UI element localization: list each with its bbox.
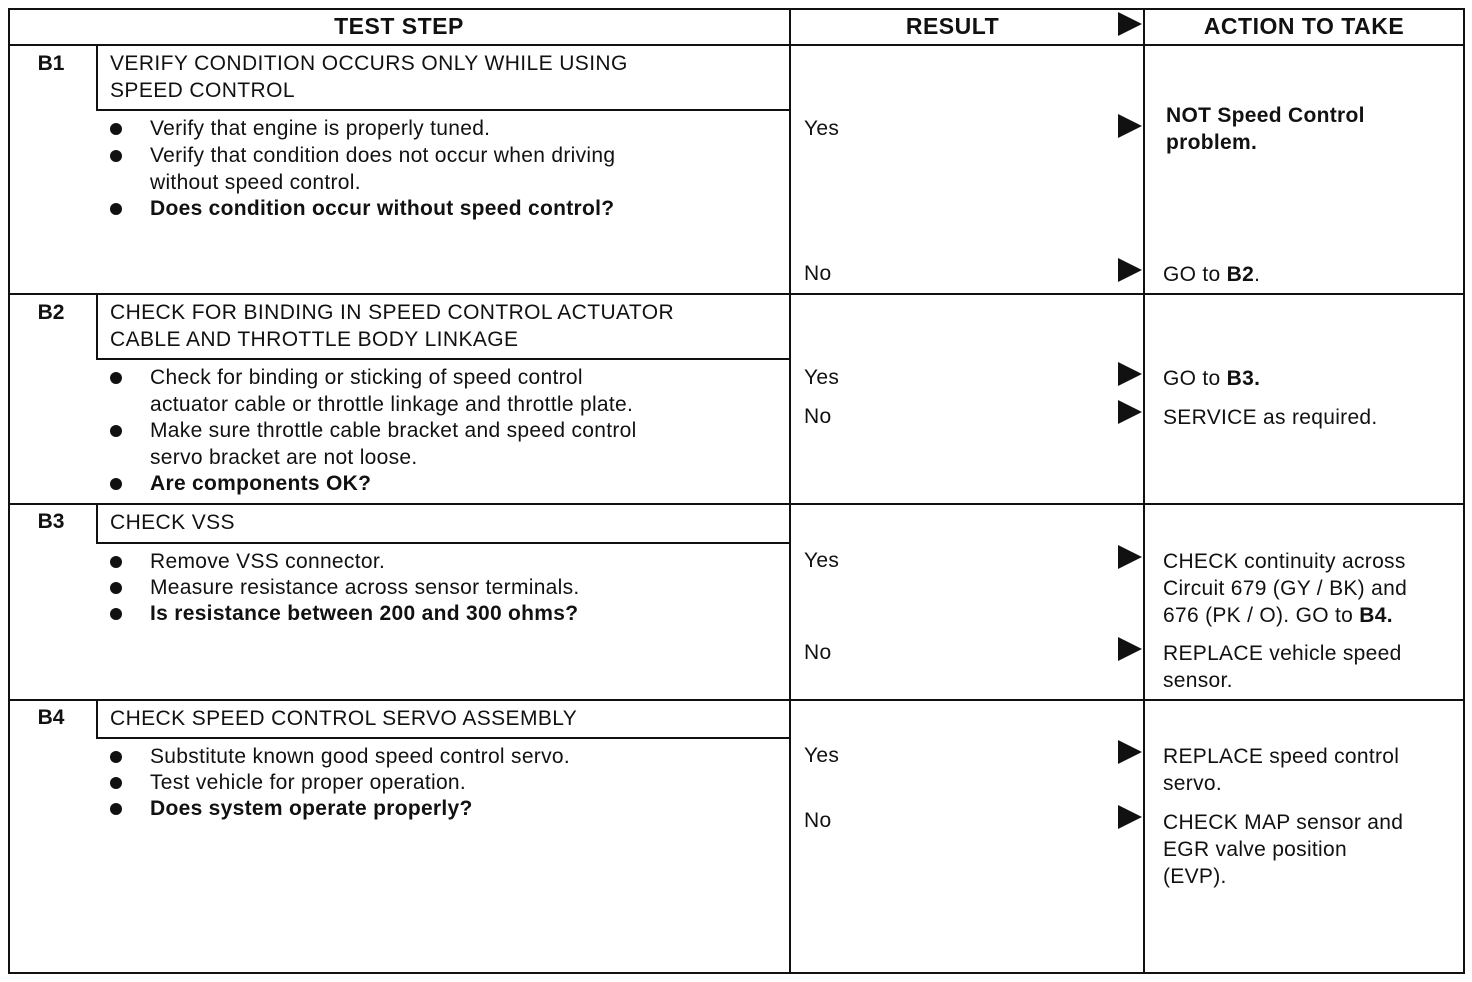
title-underline-b1 — [96, 109, 790, 111]
arrow-icon — [1118, 258, 1142, 282]
step-code: B4 — [37, 706, 65, 729]
result-label: No — [804, 809, 832, 832]
action-line: REPLACE speed control — [1163, 745, 1400, 768]
bullet-line: without speed control. — [150, 170, 361, 194]
step-code: B2 — [37, 301, 65, 324]
code-separator-b4 — [96, 699, 98, 739]
action-step-ref: B2 — [1226, 263, 1255, 286]
action-line: sensor. — [1163, 669, 1233, 692]
title-underline-b2 — [96, 358, 790, 360]
bullet-item — [110, 770, 750, 797]
bullet-icon — [110, 203, 122, 215]
step-title-line: CHECK FOR BINDING IN SPEED CONTROL ACTUATOR — [110, 301, 675, 324]
bullet-line: Remove VSS connector. — [150, 550, 386, 573]
bullet-item — [110, 549, 750, 576]
action-line-with-ref — [1163, 602, 1461, 629]
action-text — [1163, 404, 1463, 431]
bullet-line: Make sure throttle cable bracket and speed control — [150, 419, 637, 442]
header-test-step: TEST STEP — [334, 13, 464, 39]
result-label: Yes — [804, 117, 840, 140]
action-text — [1163, 365, 1463, 392]
bullet-icon — [110, 556, 122, 568]
action-text — [1163, 640, 1463, 694]
step-code: B3 — [37, 510, 65, 533]
step-title-line: CHECK SPEED CONTROL SERVO ASSEMBLY — [110, 707, 578, 730]
action-text — [1163, 548, 1461, 629]
action-line: CHECK MAP sensor and — [1163, 811, 1404, 834]
action-text — [1166, 102, 1466, 156]
arrow-icon — [1118, 114, 1142, 138]
result-label: Yes — [804, 366, 840, 389]
bullet-item — [110, 143, 750, 196]
bullet-icon — [110, 803, 122, 815]
action-line: REPLACE vehicle speed — [1163, 642, 1402, 665]
bullet-line: Test vehicle for proper operation. — [150, 771, 467, 794]
bullet-line: Does system operate properly? — [150, 797, 473, 820]
bullet-icon — [110, 777, 122, 789]
bullet-icon — [110, 123, 122, 135]
step-title-line: CHECK VSS — [110, 511, 235, 534]
step-title — [110, 509, 235, 536]
bullet-icon — [110, 425, 122, 437]
arrow-icon — [1118, 400, 1142, 424]
action-line: servo. — [1163, 772, 1222, 795]
bullet-icon — [110, 150, 122, 162]
code-separator-b1 — [96, 44, 98, 110]
bullet-item — [110, 744, 750, 771]
row-divider-b1-b2 — [8, 293, 1464, 295]
bullet-line: servo bracket are not loose. — [150, 445, 418, 469]
bullet-line: Is resistance between 200 and 300 ohms? — [150, 602, 579, 625]
bullet-item — [110, 575, 750, 602]
header-action: ACTION TO TAKE — [1203, 13, 1405, 39]
bullet-item-question — [110, 196, 750, 223]
table-border-left — [8, 8, 10, 974]
arrow-icon — [1118, 740, 1142, 764]
bullet-item — [110, 418, 750, 471]
bullet-line: Check for binding or sticking of speed control — [150, 366, 583, 389]
arrow-icon — [1118, 805, 1142, 829]
action-text-pre: GO to — [1163, 367, 1227, 390]
code-separator-b3 — [96, 503, 98, 543]
bullet-line: Are components OK? — [150, 472, 372, 495]
bullet-item-question — [110, 471, 750, 498]
title-underline-b4 — [96, 737, 790, 739]
bullet-line: Substitute known good speed control servo. — [150, 745, 571, 768]
action-step-ref: B3 — [1226, 367, 1255, 390]
bullet-item-question — [110, 601, 750, 628]
result-label: No — [804, 262, 832, 285]
action-line: CHECK continuity across — [1163, 550, 1406, 573]
result-column-left-border — [789, 8, 791, 974]
title-underline-b3 — [96, 542, 790, 544]
header-result: RESULT — [905, 13, 1000, 39]
action-text-pre: GO to — [1163, 263, 1227, 286]
arrow-icon — [1118, 637, 1142, 661]
step-title — [110, 299, 674, 353]
bullet-item — [110, 116, 750, 143]
action-text — [1163, 743, 1463, 797]
action-line: Circuit 679 (GY / BK) and — [1163, 577, 1408, 600]
table-border-bottom — [8, 972, 1464, 974]
action-line: EGR valve position — [1163, 838, 1347, 861]
bullet-icon — [110, 372, 122, 384]
row-divider-b3-b4 — [8, 699, 1464, 701]
action-line: NOT Speed Control — [1166, 104, 1365, 127]
result-label: No — [804, 405, 832, 428]
row-divider-b2-b3 — [8, 503, 1464, 505]
step-title — [110, 50, 628, 104]
action-text-post: . — [1386, 604, 1393, 627]
step-title-line: VERIFY CONDITION OCCURS ONLY WHILE USING — [110, 52, 628, 75]
step-code: B1 — [37, 52, 65, 75]
bullet-icon — [110, 582, 122, 594]
action-text-pre: 676 (PK / O). GO to — [1163, 604, 1360, 627]
action-text-post: . — [1254, 367, 1261, 390]
arrow-icon — [1118, 545, 1142, 569]
step-title-line: SPEED CONTROL — [110, 79, 295, 102]
action-text-post: . — [1254, 263, 1261, 286]
bullet-line: Verify that condition does not occur when driving — [150, 144, 616, 167]
action-step-ref: B4 — [1359, 604, 1387, 627]
step-title-line: CABLE AND THROTTLE BODY LINKAGE — [110, 328, 519, 351]
action-line: problem. — [1166, 131, 1258, 154]
bullet-icon — [110, 608, 122, 620]
bullet-line: Does condition occur without speed control? — [150, 197, 615, 220]
action-line: SERVICE as required. — [1163, 406, 1378, 429]
bullet-icon — [110, 478, 122, 490]
bullet-item-question — [110, 796, 750, 823]
bullet-line: actuator cable or throttle linkage and throttle plate. — [150, 392, 634, 416]
result-label: Yes — [804, 549, 840, 572]
action-text — [1163, 261, 1463, 288]
step-title — [110, 705, 577, 732]
bullet-icon — [110, 751, 122, 763]
action-line: (EVP). — [1163, 865, 1227, 888]
code-separator-b2 — [96, 293, 98, 359]
action-column-left-border — [1143, 8, 1145, 974]
header-arrow-icon — [1118, 12, 1142, 36]
result-label: Yes — [804, 744, 840, 767]
action-text — [1163, 809, 1463, 890]
bullet-line: Verify that engine is properly tuned. — [150, 117, 491, 140]
bullet-line: Measure resistance across sensor terminals. — [150, 576, 580, 599]
result-label: No — [804, 641, 832, 664]
bullet-item — [110, 365, 750, 418]
arrow-icon — [1118, 362, 1142, 386]
